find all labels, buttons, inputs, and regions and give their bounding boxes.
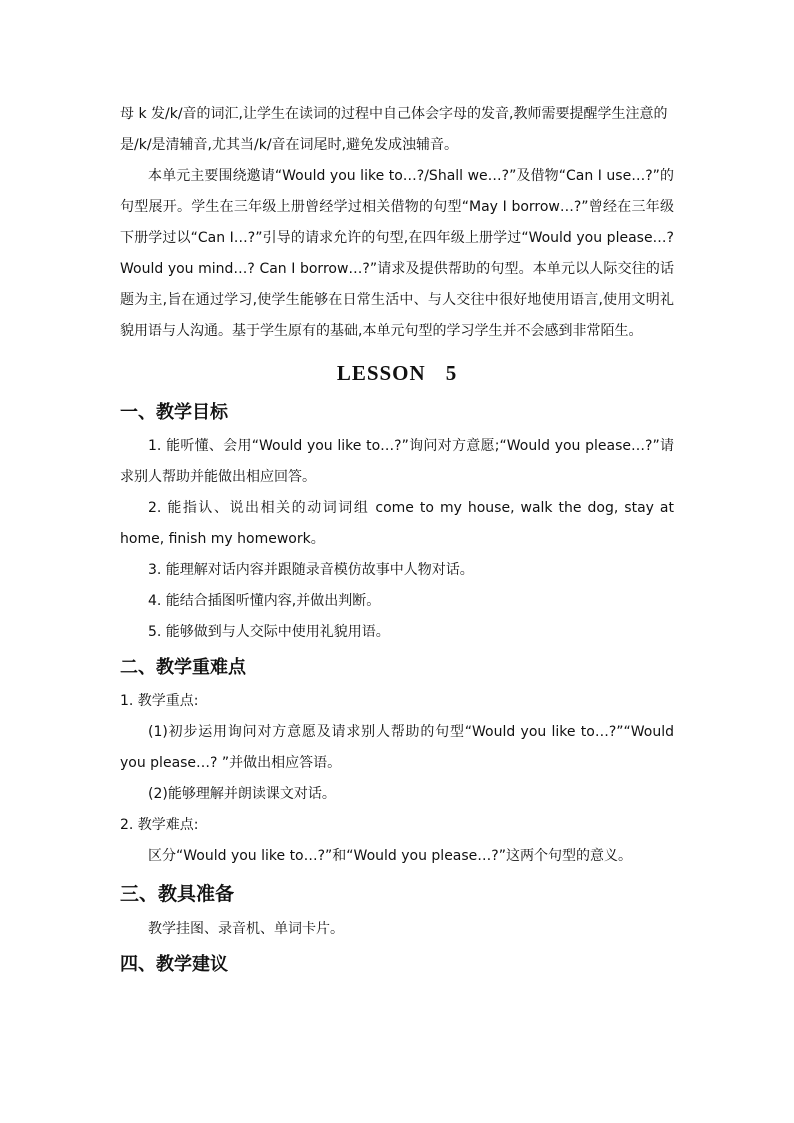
section-3-heading: 三、教具准备 bbox=[120, 883, 235, 905]
teaching-aids-text: 教学挂图、录音机、单词卡片。 bbox=[148, 921, 344, 937]
key-point-item-1: (1)初步运用询问对方意愿及请求别人帮助的句型“Would you like to…?”“Would you please…? ”并做出相应答语。 bbox=[120, 724, 674, 771]
key-point-item-2: (2)能够理解并朗读课文对话。 bbox=[148, 786, 336, 802]
lesson-number: 5 bbox=[445, 361, 458, 385]
objective-item-5: 5. 能够做到与人交际中使用礼貌用语。 bbox=[148, 624, 390, 640]
objective-item-1: 1. 能听懂、会用“Would you like to…?”询问对方意愿;“Would you please…?”请求别人帮助并能做出相应回答。 bbox=[120, 438, 674, 485]
intro-paragraph-1-line-1: 母 k 发/k/音的词汇,让学生在读词的过程中自己体会字母的发音,教师需要提醒学生注意的 bbox=[120, 106, 668, 122]
section-4-heading: 四、教学建议 bbox=[120, 954, 228, 975]
difficult-points-label: 2. 教学难点: bbox=[120, 817, 199, 833]
lesson-word: LESSON bbox=[336, 361, 426, 385]
key-points-label: 1. 教学重点: bbox=[120, 693, 199, 709]
intro-paragraph-1-line-2: 是/k/是清辅音,尤其当/k/音在词尾时,避免发成浊辅音。 bbox=[120, 137, 458, 153]
objective-item-2: 2. 能指认、说出相关的动词词组 come to my house, walk the dog, stay at home, finish my homework。 bbox=[120, 500, 674, 547]
difficult-point-text: 区分“Would you like to…?”和“Would you please…?”这两个句型的意义。 bbox=[148, 848, 632, 864]
section-2-heading: 二、教学重难点 bbox=[120, 657, 246, 678]
objective-item-4: 4. 能结合插图听懂内容,并做出判断。 bbox=[148, 593, 381, 609]
document-body bbox=[120, 99, 674, 983]
objective-item-3: 3. 能理解对话内容并跟随录音模仿故事中人物对话。 bbox=[148, 562, 474, 578]
intro-paragraph-2: 本单元主要围绕邀请“Would you like to…?/Shall we…?”及借物“Can I use…?”的句型展开。学生在三年级上册曾经学过相关借物的句型“May I borrow…?”曾经在三年级下册学过以“Can I…?”引导的请求允许的句型,在四年级上册学过“Would you please…?Would you mind…? Can I borrow…?”请求及提供帮助的句型。本单元以人际交往的话题为主,旨在通过学习,使学生能够在日常生活中、与人交往中很好地使用语言,使用文明礼貌用语与人沟通。基于学生原有的基础,本单元句型的学习学生并不会感到非常陌生。 bbox=[120, 168, 674, 339]
section-1-heading: 一、教学目标 bbox=[120, 402, 228, 423]
lesson-title bbox=[120, 358, 674, 388]
